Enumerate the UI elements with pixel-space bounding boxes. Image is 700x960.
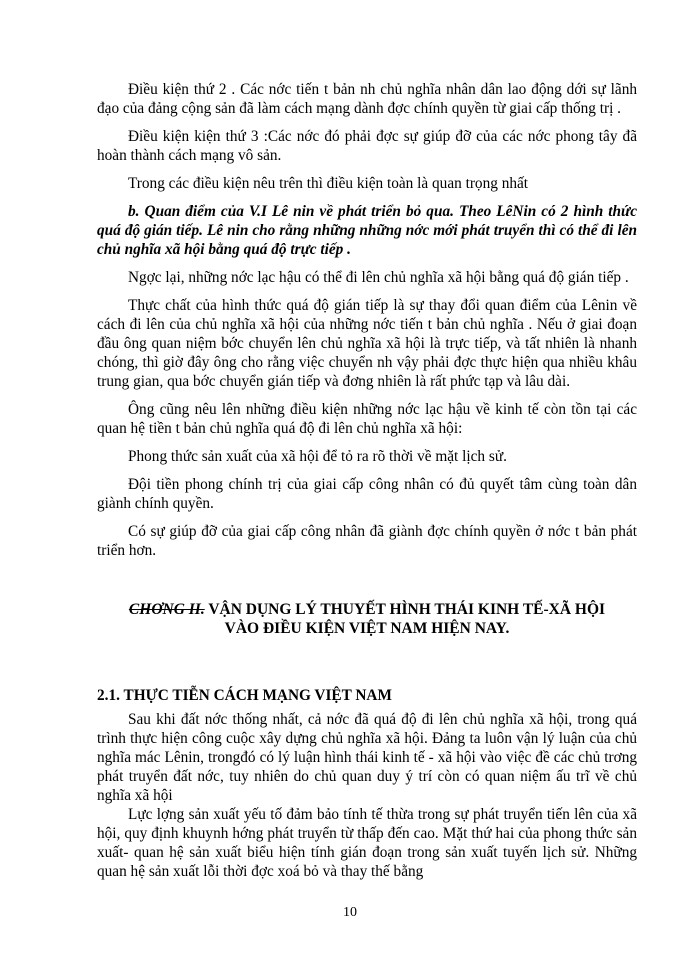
paragraph-assistance: Có sự giúp đỡ của giai cấp công nhân đã giành đợc chính quyền ở nớc t bản phát triển hơn. <box>97 523 637 559</box>
paragraph-lenin-viewpoint: b. Quan điểm của V.I Lê nin về phát triển bỏ qua. Theo LêNin có 2 hình thức quá độ gián tiếp. Lê nin cho rằng những những nớc mới phát truyển thì có thể đi lên chủ nghĩa xã hội bằng quá độ trực tiếp . <box>97 203 637 258</box>
paragraph-conditions-summary: Trong các điều kiện nêu trên thì điều kiện toàn là quan trọng nhất <box>128 175 529 192</box>
body-text-upper <box>97 80 637 560</box>
page-number: 10 <box>343 905 357 920</box>
paragraph-essence: Thực chất của hình thức quá độ gián tiếp là sự thay đổi quan điểm của Lênin về cách đi lên của chủ nghĩa xã hội của những nớc tiến t bản chủ nghĩa . Nếu ở giai đoạn đầu ông quan niệm bớc chuyển lên chủ nghĩa xã hội là trực tiếp, và tất nhiên là nhanh chóng, thì giờ đây ông cho rằng việc chuyển nh vậy phải đợc thực hiện qua nhiều khâu trung gian, qua bớc chuyển gián tiếp và đơng nhiên là rất phức tạp và lâu dài. <box>97 297 637 390</box>
paragraph-conditions-backward: Ông cũng nêu lên những điều kiện những nớc lạc hậu về kinh tế còn tồn tại các quan hệ tiền t bản chủ nghĩa quá độ đi lên chủ nghĩa xã hội: <box>97 401 637 437</box>
paragraph-vanguard: Đội tiền phong chính trị của giai cấp công nhân có đủ quyết tâm cùng toàn dân giành chính quyền. <box>97 476 637 512</box>
chapter-title-line1: VẬN DỤNG LÝ THUYẾT HÌNH THÁI KINH TẾ-XÃ HỘI <box>204 601 606 618</box>
paragraph-indirect-transition: Ngợc lại, những nớc lạc hậu có thể đi lên chủ nghĩa xã hội bằng quá độ gián tiếp . <box>128 269 629 286</box>
chapter-heading <box>97 600 637 638</box>
paragraph-productive-forces: Lực lợng sản xuất yếu tố đảm bảo tính tế thừa trong sự phát truyển tiến lên của xã hội, quy định khuynh hớng phát truyển từ thấp đến cao. Mặt thứ hai của phong thức sản xuất- quan hệ sản xuất biểu hiện tính gián đoạn trong sản xuất tuyến lịch sử. Những quan hệ sản xuất lỗi thời đợc xoá bỏ và thay thế bằng <box>97 806 637 880</box>
section-heading: 2.1. THỰC TIỄN CÁCH MẠNG VIỆT NAM <box>97 687 392 704</box>
paragraph-condition-2: Điều kiện thứ 2 . Các nớc tiến t bản nh chủ nghĩa nhân dân lao động dới sự lãnh đạo của đảng cộng sản đã làm cách mạng dành đợc chính quyền từ giai cấp thống trị . <box>97 81 637 117</box>
body-text-lower <box>97 710 637 881</box>
paragraph-mode-of-production: Phong thức sản xuất của xã hội để tỏ ra rõ thời về mặt lịch sử. <box>128 448 507 465</box>
paragraph-after-unification: Sau khi đất nớc thống nhất, cả nớc đã quá độ đi lên chủ nghĩa xã hội, trong quá trình thực hiện công cuộc xây dựng chủ nghĩa xã hội. Đảng ta luôn vận lý luận của chủ nghĩa mác Lênin, trongđó có lý luận hình thái kinh tế - xã hội vào việc đề các chủ trơng phát truyển đất nớc, tuy nhiên do chủ quan duy ý trí còn có quan niệm ấu trĩ về chủ nghĩa xã hội <box>97 711 637 804</box>
chapter-title-line2: VÀO ĐIỀU KIỆN VIỆT NAM HIỆN NAY. <box>224 620 510 637</box>
chapter-prefix: CHƠNG II. <box>128 601 205 618</box>
paragraph-condition-3: Điều kiện kiện thứ 3 :Các nớc đó phải đợc sự giúp đỡ của các nớc phong tây đã hoàn thành cách mạng vô sản. <box>97 128 637 164</box>
